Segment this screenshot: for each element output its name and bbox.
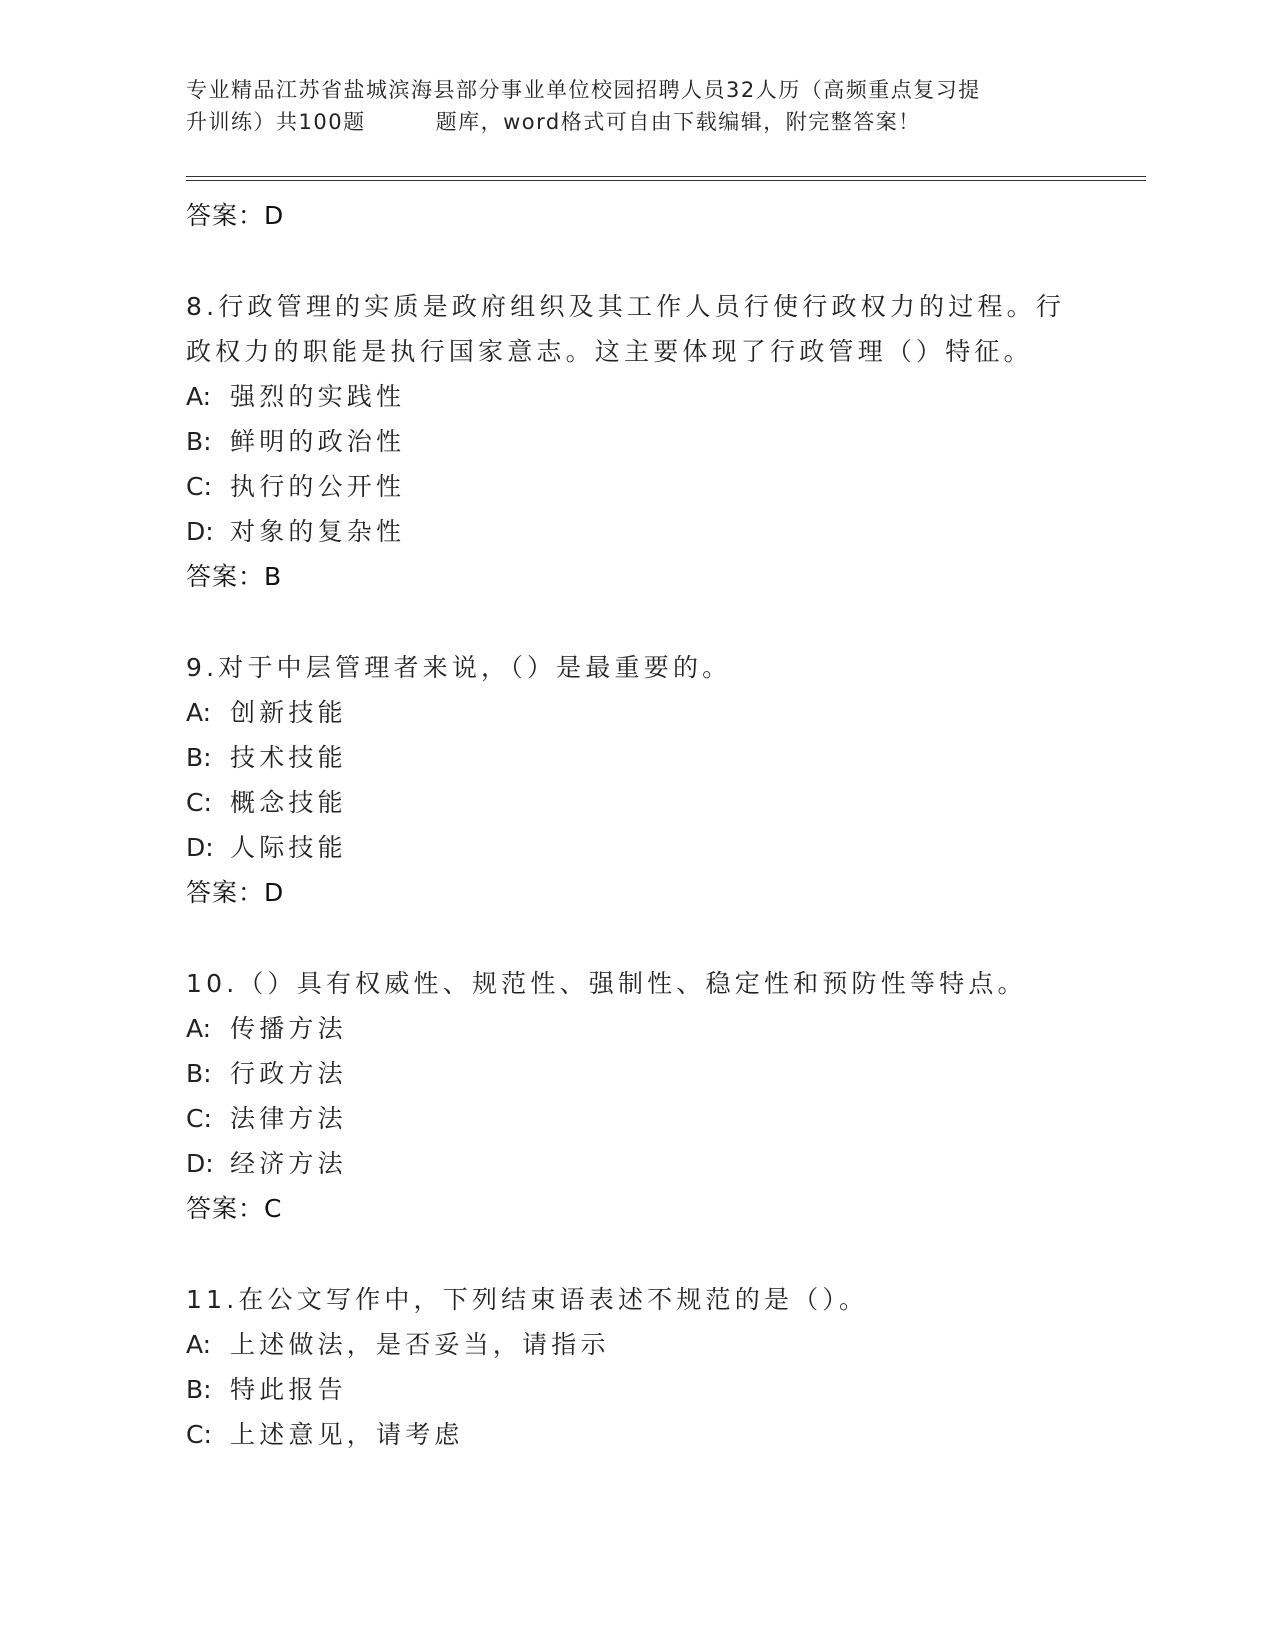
option-text: 上述意见，请考虑 xyxy=(230,1420,464,1449)
option-text: 执行的公开性 xyxy=(230,472,406,501)
option-text: 法律方法 xyxy=(230,1104,347,1133)
answer-q10: 答案：C xyxy=(186,1194,283,1223)
option-key: B: xyxy=(186,1059,212,1088)
option-c xyxy=(186,464,1066,509)
question-stem: 11.在公文写作中，下列结束语表述不规范的是（）。 xyxy=(186,1285,869,1314)
option-text: 上述做法，是否妥当，请指示 xyxy=(230,1330,610,1359)
option-b xyxy=(186,735,1066,780)
option-key: A: xyxy=(186,382,212,411)
option-b xyxy=(186,1051,1066,1096)
option-text: 技术技能 xyxy=(230,743,347,772)
option-c xyxy=(186,780,1066,825)
header-title-line-2 xyxy=(186,106,1086,138)
option-b xyxy=(186,1367,1066,1412)
question-8 xyxy=(186,284,1066,599)
answer-q7: 答案：D xyxy=(186,201,285,230)
option-key: A: xyxy=(186,698,212,727)
question-11 xyxy=(186,1277,1066,1457)
option-key: B: xyxy=(186,743,212,772)
option-key: A: xyxy=(186,1330,212,1359)
option-key: C: xyxy=(186,1104,212,1133)
option-text: 概念技能 xyxy=(230,788,347,817)
document-body xyxy=(186,193,1066,1457)
option-text: 特此报告 xyxy=(230,1375,347,1404)
option-a xyxy=(186,374,1066,419)
option-key: A: xyxy=(186,1014,212,1043)
page-header xyxy=(186,74,1086,138)
option-key: B: xyxy=(186,1375,212,1404)
header-title-line-1: 专业精品江苏省盐城滨海县部分事业单位校园招聘人员32人历（高频重点复习提 xyxy=(186,78,981,102)
answer-q8: 答案：B xyxy=(186,562,283,591)
question-9 xyxy=(186,645,1066,915)
question-10 xyxy=(186,961,1066,1231)
option-key: C: xyxy=(186,788,212,817)
option-c xyxy=(186,1096,1066,1141)
question-stem: 9.对于中层管理者来说，（）是最重要的。 xyxy=(186,653,732,682)
option-c xyxy=(186,1412,1066,1457)
option-text: 行政方法 xyxy=(230,1059,347,1088)
option-text: 经济方法 xyxy=(230,1149,347,1178)
option-d xyxy=(186,509,1066,554)
option-text: 传播方法 xyxy=(230,1014,347,1043)
option-d xyxy=(186,1141,1066,1186)
option-text: 对象的复杂性 xyxy=(230,517,406,546)
option-key: D: xyxy=(186,517,214,546)
header-title-line-2-right: 题库，word格式可自由下载编辑，附完整答案！ xyxy=(435,110,921,134)
option-key: B: xyxy=(186,427,212,456)
answer-q9: 答案：D xyxy=(186,878,285,907)
question-stem: 8.行政管理的实质是政府组织及其工作人员行使行政权力的过程。行政权力的职能是执行国家意志。这主要体现了行政管理（）特征。 xyxy=(186,292,1066,366)
option-d xyxy=(186,825,1066,870)
option-a xyxy=(186,1006,1066,1051)
question-stem: 10.（）具有权威性、规范性、强制性、稳定性和预防性等特点。 xyxy=(186,969,1027,998)
option-key: D: xyxy=(186,1149,214,1178)
option-a xyxy=(186,1322,1066,1367)
option-text: 鲜明的政治性 xyxy=(230,427,406,456)
option-key: C: xyxy=(186,472,212,501)
option-key: C: xyxy=(186,1420,212,1449)
option-key: D: xyxy=(186,833,214,862)
option-text: 创新技能 xyxy=(230,698,347,727)
header-double-rule xyxy=(186,176,1146,181)
header-title-line-2-left: 升训练）共100题 xyxy=(186,110,366,134)
option-a xyxy=(186,690,1066,735)
option-text: 人际技能 xyxy=(230,833,347,862)
option-b xyxy=(186,419,1066,464)
option-text: 强烈的实践性 xyxy=(230,382,406,411)
